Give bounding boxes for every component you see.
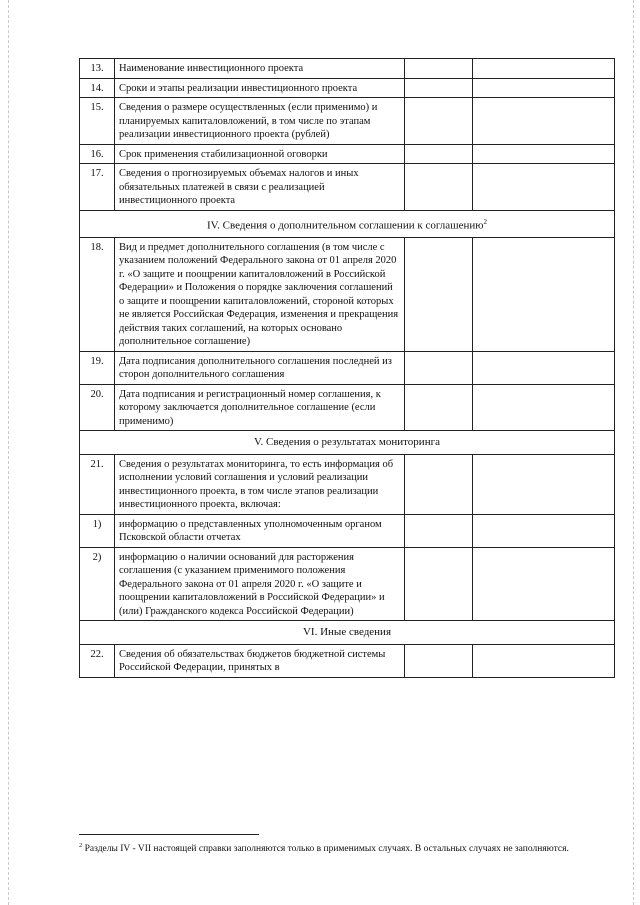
- row-description: Сведения о результатах мониторинга, то есть информация об исполнении условий соглашения и условий реализации инвестиционного проекта, в том числе этапов реализации инвестиционного проекта, включая:: [115, 454, 405, 514]
- table-row: [80, 514, 615, 547]
- row-value-cell: [473, 351, 615, 384]
- section-title: V. Сведения о результатах мониторинга: [80, 431, 615, 455]
- table-row: [80, 547, 615, 621]
- row-description: Сроки и этапы реализации инвестиционного проекта: [115, 78, 405, 98]
- row-value-cell: [473, 514, 615, 547]
- row-value-cell: [405, 144, 473, 164]
- table-row: [80, 98, 615, 145]
- footnote-divider: [79, 834, 259, 835]
- row-description: Дата подписания дополнительного соглашения последней из сторон дополнительного соглашения: [115, 351, 405, 384]
- row-value-cell: [473, 78, 615, 98]
- row-number: 21.: [80, 454, 115, 514]
- row-value-cell: [473, 144, 615, 164]
- row-number: 14.: [80, 78, 115, 98]
- row-value-cell: [405, 98, 473, 145]
- row-value-cell: [405, 547, 473, 621]
- section-header-v: [80, 431, 615, 455]
- row-value-cell: [405, 454, 473, 514]
- row-value-cell: [473, 237, 615, 351]
- row-value-cell: [473, 98, 615, 145]
- table-row: [80, 454, 615, 514]
- row-number: 18.: [80, 237, 115, 351]
- section-title: IV. Сведения о дополнительном соглашении к соглашению: [206, 219, 484, 232]
- row-number: 22.: [80, 644, 115, 677]
- row-value-cell: [405, 164, 473, 211]
- section-header-vi: [80, 621, 615, 645]
- scan-edge-right: [633, 0, 634, 905]
- row-value-cell: [473, 384, 615, 431]
- row-description: Дата подписания и регистрационный номер соглашения, к которому заключается дополнительное соглашение (если применимо): [115, 384, 405, 431]
- table-row: [80, 164, 615, 211]
- row-description: информацию о представленных уполномоченным органом Псковской области отчетах: [115, 514, 405, 547]
- row-value-cell: [473, 644, 615, 677]
- table-row: [80, 78, 615, 98]
- table-row: [80, 237, 615, 351]
- footnote: [79, 840, 589, 855]
- scan-edge-left: [8, 0, 9, 905]
- row-number: 15.: [80, 98, 115, 145]
- row-description: информацию о наличии оснований для расторжения соглашения (с указанием применимого положения Федерального закона от 01 апреля 2020 г. «О защите и поощрении капиталовложений в Российской Федерации» и (или) Гражданского кодекса Российской Федерации): [115, 547, 405, 621]
- table-row: [80, 644, 615, 677]
- section-header-iv: [80, 210, 615, 237]
- footnote-mark: 2: [483, 217, 487, 226]
- row-number: 1): [80, 514, 115, 547]
- row-number: 17.: [80, 164, 115, 211]
- footnote-text: Разделы IV - VII настоящей справки заполняются только в применимых случаях. В остальных случаях не заполняются.: [84, 844, 569, 855]
- row-value-cell: [405, 514, 473, 547]
- row-value-cell: [405, 59, 473, 79]
- row-description: Наименование инвестиционного проекта: [115, 59, 405, 79]
- table-row: [80, 351, 615, 384]
- row-number: 20.: [80, 384, 115, 431]
- row-description: Срок применения стабилизационной оговорки: [115, 144, 405, 164]
- row-number: 13.: [80, 59, 115, 79]
- row-description: Сведения об обязательствах бюджетов бюджетной системы Российской Федерации, принятых в: [115, 644, 405, 677]
- section-title: VI. Иные сведения: [80, 621, 615, 645]
- certificate-table: [79, 58, 615, 678]
- row-description: Вид и предмет дополнительного соглашения (в том числе с указанием положений Федерального закона от 01 апреля 2020 г. «О защите и поощрении капиталовложений в Российской Федерации» и Положения о порядке заключения соглашений о защите и поощрении капиталовложений, стороной которых не является Российская Федерация, изменения и прекращения действия таких соглашений, на которых основано дополнительное соглашение): [115, 237, 405, 351]
- row-description: Сведения о размере осуществленных (если применимо) и планируемых капиталовложений, в том числе по этапам реализации инвестиционного проекта (рублей): [115, 98, 405, 145]
- table-row: [80, 144, 615, 164]
- row-value-cell: [473, 454, 615, 514]
- row-value-cell: [405, 644, 473, 677]
- row-value-cell: [473, 164, 615, 211]
- row-value-cell: [473, 59, 615, 79]
- row-value-cell: [473, 547, 615, 621]
- row-value-cell: [405, 351, 473, 384]
- row-value-cell: [405, 78, 473, 98]
- table-row: [80, 384, 615, 431]
- table-row: [80, 59, 615, 79]
- footnote-mark: 2: [79, 842, 83, 849]
- row-value-cell: [405, 237, 473, 351]
- row-number: 2): [80, 547, 115, 621]
- row-value-cell: [405, 384, 473, 431]
- row-number: 19.: [80, 351, 115, 384]
- row-description: Сведения о прогнозируемых объемах налогов и иных обязательных платежей в связи с реализацией инвестиционного проекта: [115, 164, 405, 211]
- row-number: 16.: [80, 144, 115, 164]
